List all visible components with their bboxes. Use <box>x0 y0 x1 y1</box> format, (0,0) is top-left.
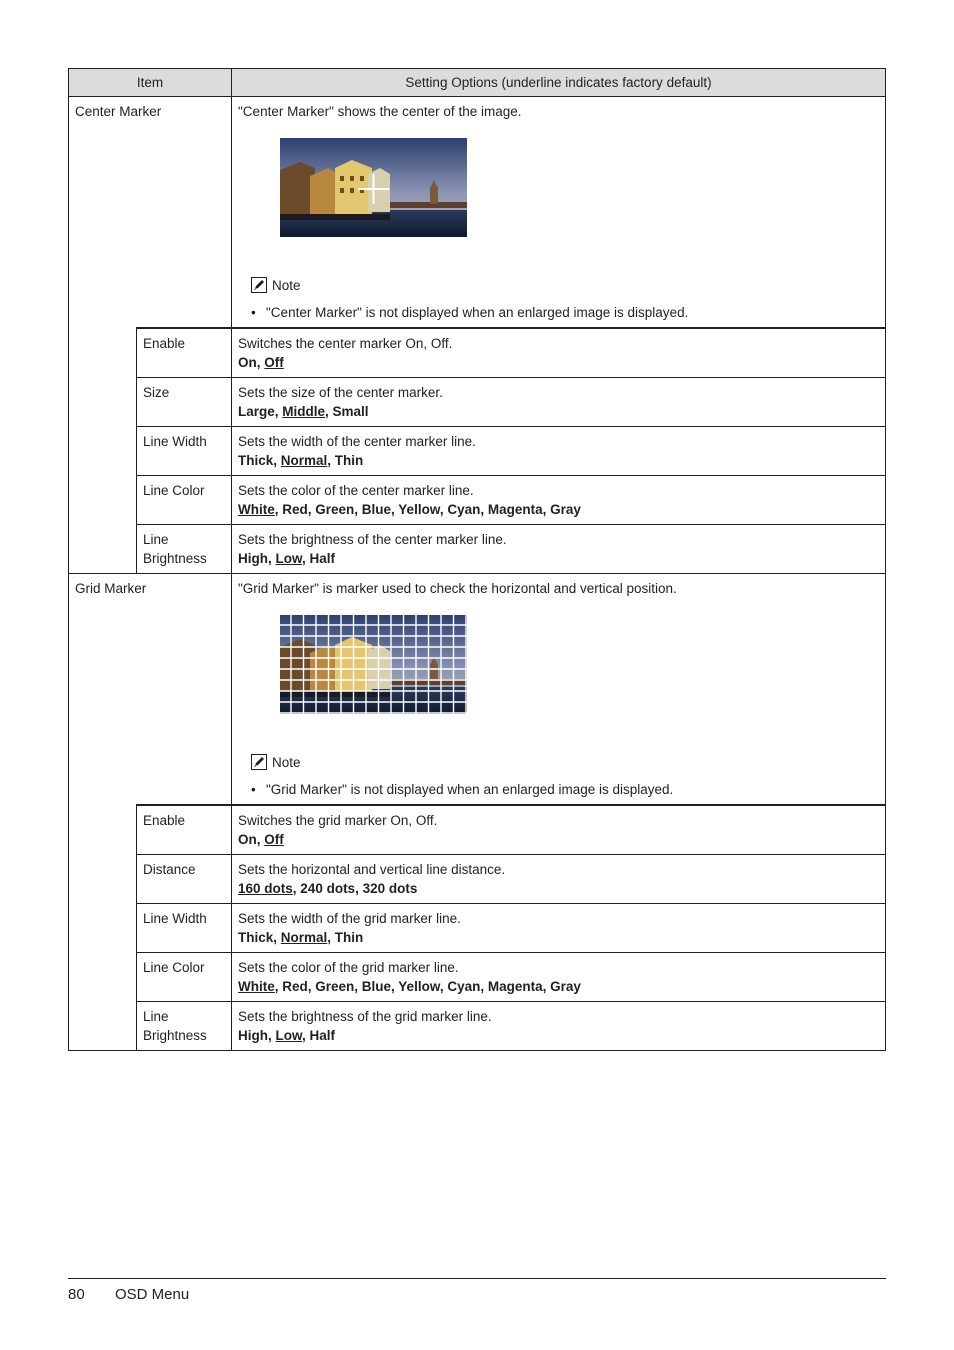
option-text: Large, <box>238 404 283 419</box>
table-row <box>69 378 886 427</box>
row-options <box>238 451 879 470</box>
table-row <box>69 953 886 1002</box>
default-option: White <box>238 979 275 994</box>
section-intro: "Grid Marker" is marker used to check the horizontal and vertical position. <box>238 581 677 596</box>
row-options-cell <box>232 1002 886 1051</box>
row-label: Line Width <box>137 427 232 476</box>
option-text: On, <box>238 832 265 847</box>
option-text: Thick, <box>238 453 281 468</box>
option-text: , 240 dots, 320 dots <box>292 881 418 896</box>
row-label: Size <box>137 378 232 427</box>
option-text: , <box>256 355 265 370</box>
default-option: White <box>238 502 275 517</box>
header-options: Setting Options (underline indicates factory default) <box>232 69 886 97</box>
row-description: Sets the width of the grid marker line. <box>238 911 461 926</box>
option-text: , Red, Green, Blue, Yellow, Cyan, Magenta, Gray <box>274 502 581 517</box>
row-description: Sets the color of the grid marker line. <box>238 960 459 975</box>
option-text: , Half <box>302 551 336 566</box>
row-options <box>238 977 879 996</box>
row-description: Sets the brightness of the grid marker line. <box>238 1009 492 1024</box>
default-option: Normal <box>280 453 328 468</box>
footer-divider <box>68 1278 886 1279</box>
table-header-row <box>69 69 886 97</box>
option-text: , Red, Green, Blue, Yellow, Cyan, Magenta, Gray <box>274 979 581 994</box>
section-title: Center Marker <box>69 97 232 329</box>
section-intro-cell <box>232 574 886 806</box>
row-label: Line Brightness <box>137 1002 232 1051</box>
row-description: Sets the width of the center marker line. <box>238 434 476 449</box>
section-center-marker <box>69 97 886 574</box>
default-option: Low <box>275 1028 303 1043</box>
row-options <box>238 879 879 898</box>
row-description: Sets the size of the center marker. <box>238 385 443 400</box>
row-label: Line Brightness <box>137 525 232 574</box>
table-row <box>69 855 886 904</box>
row-description: Switches the grid marker On, Off. <box>238 813 438 828</box>
row-options <box>238 928 879 947</box>
row-options-cell <box>232 805 886 855</box>
option-text: Thick, <box>238 930 281 945</box>
note-bullet <box>251 303 879 322</box>
default-option: Low <box>275 551 303 566</box>
row-options-cell <box>232 476 886 525</box>
note-bullet <box>251 780 879 799</box>
table-row <box>69 476 886 525</box>
default-option: Middle <box>282 404 326 419</box>
section-grid-marker <box>69 574 886 1051</box>
row-options-cell <box>232 953 886 1002</box>
grid-marker-example-image <box>280 615 467 714</box>
option-text: , Thin <box>327 930 364 945</box>
page-number: 80 <box>68 1286 85 1303</box>
row-options-cell <box>232 855 886 904</box>
center-marker-example-image <box>280 138 467 237</box>
row-options <box>238 549 879 568</box>
default-option: 160 dots <box>238 881 293 896</box>
row-description: Sets the brightness of the center marker line. <box>238 532 507 547</box>
row-label: Enable <box>137 328 232 378</box>
row-description: Switches the center marker On, Off. <box>238 336 453 351</box>
default-option: Off <box>264 832 284 847</box>
bullet-icon: • <box>251 305 256 320</box>
row-label: Line Color <box>137 953 232 1002</box>
table-row <box>69 904 886 953</box>
row-label: Line Color <box>137 476 232 525</box>
note-text: "Grid Marker" is not displayed when an enlarged image is displayed. <box>266 782 674 797</box>
row-options <box>238 1026 879 1045</box>
default-option: Normal <box>280 930 328 945</box>
row-description: Sets the horizontal and vertical line distance. <box>238 862 506 877</box>
settings-table <box>68 68 886 1051</box>
table-row <box>69 805 886 855</box>
note-label: Note <box>272 277 301 293</box>
row-description: Sets the color of the center marker line. <box>238 483 474 498</box>
row-options-cell <box>232 904 886 953</box>
section-intro-cell <box>232 97 886 329</box>
footer-section-title: OSD Menu <box>115 1286 190 1303</box>
option-text: High, <box>238 1028 276 1043</box>
section-title: Grid Marker <box>69 574 232 806</box>
row-options <box>238 402 879 421</box>
table-row <box>69 525 886 574</box>
note-label: Note <box>272 754 301 770</box>
note-pencil-icon <box>251 277 267 293</box>
option-text: , Thin <box>327 453 364 468</box>
default-option: Off <box>264 355 284 370</box>
note-heading <box>251 276 879 294</box>
header-item: Item <box>69 69 232 97</box>
option-text: On <box>238 355 257 370</box>
note-text: "Center Marker" is not displayed when an enlarged image is displayed. <box>266 305 689 320</box>
row-options <box>238 830 879 849</box>
section-intro: "Center Marker" shows the center of the image. <box>238 104 522 119</box>
bullet-icon: • <box>251 782 256 797</box>
option-text: , Half <box>302 1028 336 1043</box>
row-options-cell <box>232 328 886 378</box>
row-label: Distance <box>137 855 232 904</box>
row-options-cell <box>232 525 886 574</box>
row-label: Enable <box>137 805 232 855</box>
option-text: , Small <box>325 404 369 419</box>
note-heading <box>251 753 879 771</box>
table-row <box>69 1002 886 1051</box>
table-row <box>69 427 886 476</box>
row-options <box>238 353 879 372</box>
row-label: Line Width <box>137 904 232 953</box>
option-text: High, <box>238 551 276 566</box>
note-pencil-icon <box>251 754 267 770</box>
row-options-cell <box>232 427 886 476</box>
page-footer <box>68 1286 189 1303</box>
row-options <box>238 500 879 519</box>
table-row <box>69 328 886 378</box>
row-options-cell <box>232 378 886 427</box>
